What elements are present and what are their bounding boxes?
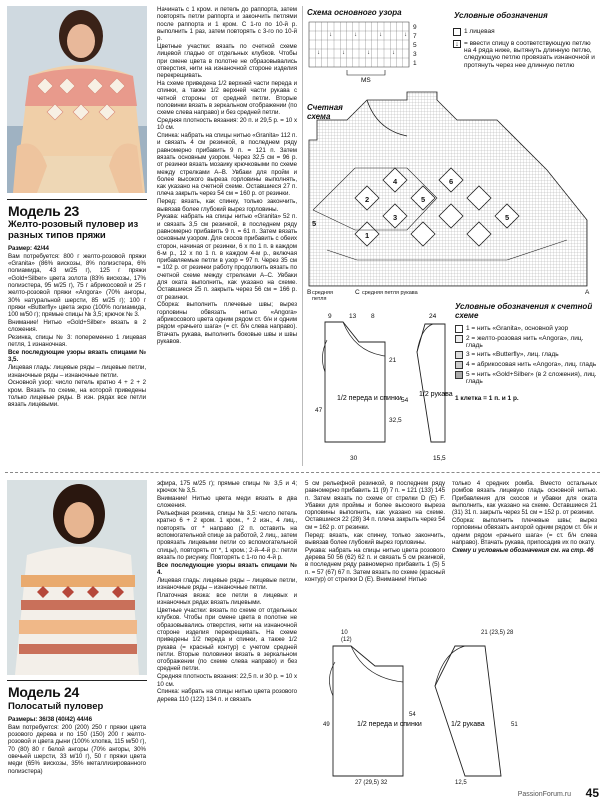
model23-subtitle: Желто-розовый пуловер из разных типов пряжи <box>8 219 139 241</box>
legend2-list: 1 = нить «Granita», основной узор 2 = желто-розовая нить «Angora», лиц. гладь 3 = нить «Butterfly», лиц. гладь 4 = абрикосовая нить «Angora», лиц. гладь 5 = нить «Gold+Silber» (в 2 сложения), лиц. гладь 1 клетка = 1 п. и 1 р. <box>455 325 597 402</box>
chart-num-3: 3 <box>393 213 398 222</box>
model24-text-col1 <box>8 716 146 775</box>
model24-text-col2: эфира, 175 м/25 г); прямые спицы № 3,5 и 4; крючок № 3,5. Внимание! Нитью цвета меди вязать в два сложения. Рельефная резинка, спицы № 3,5: число петель кратно 6 + 2 кром. 1 кром., * 2 изн., 4 лиц., повторять от * направо (2 п. оставить на вспомогательной спице за работой, 2 лиц., затем провязать лицевыми петли со вспомогательной спицы), повторять от *, 1 кром.; 2-й–4-й р.: петли вязать по рисунку. Повторять с 1-го по 4-й р. Все последующие узоры вязать спицами № 4. Лицевая гладь: лицевые ряды – лицевые петли, изнаночные ряды – изнаночные петли. Платочная вязка: все петли в лицевых и изнаночных рядах вязать лицевыми. Цветные участки: вязать по схеме от отдельных клубков. Чтобы при смене цвета в полотне не образовывались отверстия, нити на изнаночной стороне изделия перекрещивать. На схеме приведены 1/2 переда и спинки, а также 1/2 рукава (= красный контур) с учетом средней петли. Вторые половинки вязать в зеркальном отображении (по схеме слева направо) и без средней петли. Средняя плотность вязания: 22,5 п. и 30 р. = 10 х 10 см. Спинка: набрать на спицы нитью цвета розового дерева 110 (122) 134 п. и связать <box>157 480 297 703</box>
m23-rib: Резинка, спицы № 3: попеременно 1 лицевая петля, 1 изнаночная. <box>8 334 146 349</box>
svg-text:13: 13 <box>349 313 357 320</box>
middle-stitch-label: средняя петля <box>312 290 333 302</box>
svg-text:↓: ↓ <box>379 32 382 38</box>
pattern-title: Схема основного узора <box>307 8 402 17</box>
legend-title: Условные обозначения <box>454 11 548 20</box>
chart-num-1: 1 <box>365 231 370 240</box>
svg-text:51: 51 <box>511 722 518 728</box>
model24-subtitle: Полосатый пуловер <box>8 701 104 712</box>
m24-materials: Вам потребуется: 200 (200) 250 г пряжи цвета розового дерева и по 150 (150) 200 г желто-розовой и цвета дыни (100% хлопка, 115 м/50 г), 70 (80) 80 г белой ангоры (70% ангоры, 30% овечьей шерсти, 33 м/10 г), 50 г пряжи цвета меди (65% вискозы, 35% металлизированного полиэстера) <box>8 723 146 775</box>
svg-text:↓: ↓ <box>404 32 407 38</box>
m23-p5: Спинка: набрать на спицы нитью «Granita» 112 п. и связать 4 см резинкой, в последнем ряду равномерно прибавить 9 п. = 121 п. Затем вязать основным узором. Через 32,5 см = 96 р. от резинки вязать мозаику крючковыми по схеме между стрелками A–B. Увбаки для пройм и более высокого выреза горловины выполнять, как указано на счетной схеме. Оставшиеся 27 п. плеча закрыть через 54 см = 160 р. от резинки. <box>157 132 298 198</box>
m23-p1: Начинать с 1 кром. и петель до раппорта, затем повторять петли раппорта и закончить петлями после раппорта и 1 кром. С 1-го по 10-й р. выполнить 1 раз, затем повторять с 3-го по 10-й р. <box>157 6 297 43</box>
p23-front-label: 1/2 переда и спинки <box>337 395 402 402</box>
m23-attention: Внимание! Нитью «Gold+Silber» вязать в 2 сложения. <box>8 318 146 334</box>
model23-title: Модель 23 <box>8 203 79 219</box>
chart-title: Счетная схема <box>307 103 343 121</box>
svg-text:54: 54 <box>409 712 416 718</box>
m23-size: Размер: 42/44 <box>8 245 49 252</box>
pattern24-schematic <box>305 626 597 786</box>
arrow-b: B <box>307 289 312 296</box>
arrow-a: A <box>585 289 590 296</box>
legend-knit: 1 лицевая <box>464 28 495 35</box>
p24-sleeve-label: 1/2 рукава <box>451 721 485 728</box>
svg-text:(12): (12) <box>341 637 352 643</box>
pattern23-schematic <box>305 312 453 465</box>
svg-text:↓: ↓ <box>392 50 395 56</box>
svg-text:32,5: 32,5 <box>389 417 402 424</box>
chart-num-2: 2 <box>365 195 370 204</box>
row-label-3: 3 <box>413 51 417 58</box>
row-label-1: 1 <box>413 60 417 67</box>
svg-text:54: 54 <box>401 397 409 404</box>
row-label-5: 5 <box>413 42 417 49</box>
legend2-title: Условные обозначения к счетной схеме <box>455 302 593 320</box>
counting-chart <box>307 90 599 296</box>
row-label-9: 9 <box>413 24 417 31</box>
p23-sleeve-label: 1/2 рукава <box>419 391 453 398</box>
chart-num-6: 6 <box>449 177 454 186</box>
svg-text:↓: ↓ <box>354 32 357 38</box>
svg-text:↓: ↓ <box>342 50 345 56</box>
svg-text:↓: ↓ <box>329 32 332 38</box>
page-number: 45 <box>585 786 599 800</box>
pattern-grid <box>307 20 432 85</box>
svg-text:30: 30 <box>350 455 358 462</box>
m23-p6: Перед: вязать, как спинку, только закончить, вывязав более глубокий вырез горловины. <box>157 198 297 213</box>
arrow-c: C <box>355 289 360 296</box>
svg-text:21 (23,5) 28: 21 (23,5) 28 <box>481 630 514 636</box>
svg-text:8: 8 <box>371 313 375 320</box>
m23-p4: Средняя плотность вязания: 20 п. и 29,5 р. = 10 х 10 см. <box>157 116 297 132</box>
chart-num-5c: 5 <box>505 213 510 222</box>
chart-num-5b: 5 <box>421 195 426 204</box>
site-watermark: PassionForum.ru <box>517 791 571 798</box>
sleeve-middle-label: средняя петля рукава <box>362 290 418 296</box>
m23-main-pattern: Основной узор: число петель кратно 4 + 2 + 2 кром. Вязать по схеме, на которой приведены только лицевые ряды. В изн. рядах все петли вязать лицевыми. <box>8 379 146 409</box>
model24-text-col4: только 4 средних ромба. Вместо остальных ромбов вязать лицевую гладь основной нитью. Прибавления для скосов и убавки для оката выполнить, как указано на схеме. Оставшиеся 21 (31) 31 п. закрыть через 51 см = 152 р. от резинки. Сборка: выполнить плечевые швы; вырез горловины обвязать ангорой одним рядом ст. б/н и одним рядом «рачьего шага» (= ст. б/н слева направо). Втачать рукава, припосадив их по окату. Схему и условные обозначения см. на стр. 46 <box>452 480 597 554</box>
m24-size: Размеры: 36/38 (40/42) 44/46 <box>8 716 92 723</box>
p24-front-label: 1/2 переда и спинки <box>357 721 422 728</box>
row-label-7: 7 <box>413 33 417 40</box>
svg-text:21: 21 <box>389 357 397 364</box>
svg-text:10: 10 <box>341 630 348 636</box>
model23-text-col2 <box>157 6 297 346</box>
svg-text:15,5: 15,5 <box>433 455 446 462</box>
chart-num-5a: 5 <box>312 219 317 228</box>
repeat-label: MS <box>361 77 371 84</box>
svg-text:24: 24 <box>429 313 437 320</box>
svg-text:27 (29,5) 32: 27 (29,5) 32 <box>355 780 388 786</box>
m23-needles: Все последующие узоры вязать спицами № 3,5. <box>8 349 146 364</box>
legend-elongated: = ввести спицу в соответствующую петлю на 4 ряда ниже, вытянуть длинную петлю, следующую петлю провязать изнаночной и протянуть через нее длинную петлю <box>464 40 595 69</box>
m23-p7: Рукава: набрать на спицы нитью «Granita» 52 п. и связать 3,5 см резинкой, в последнем ряду равномерно прибавить 9 п. = 61 п. Затем вязать основным узором. Для скосов прибавить с обеих сторон, начиная от резинки, 6 х по 1 п. в каждом 6-м р., 12 х по 1 п. в каждом 4-м р., включая прибавляемые петли в узор = 97 п. Через 35 см = 102 р. от резинки работу продолжить вязать по счетной схеме между стрелками A–C. Увбаки для оката выполнить, как указано на схеме. Оставшиеся 25 п. закрыть через 56 см = 166 р. от резинки. <box>157 213 297 301</box>
m23-p3: На схеме приведена 1/2 верхней части переда и спинки, а также 1/2 верхней части рукава с четной стороны от средней петли. Вторые половинки вязать в зеркальном отображении (по схеме слева направо) и без средней петли. <box>157 79 297 117</box>
model23-photo <box>7 6 147 193</box>
svg-text:9: 9 <box>328 313 332 320</box>
model24-title: Модель 24 <box>8 684 79 700</box>
model23-text-col1 <box>8 245 146 409</box>
chart-num-4: 4 <box>393 177 398 186</box>
model24-photo <box>7 480 147 675</box>
svg-text:↓: ↓ <box>367 50 370 56</box>
svg-text:47: 47 <box>315 407 323 414</box>
m23-p8: Сборка: выполнить плечевые швы; вырез горловины обвязать нитью «Angora» абрикосового цвета одним рядом ст. б/н и одним рядом «рачьего шага» (= ст. б/н слева направо). Втачать рукава, выполнить боковые швы и швы рукавов. <box>157 301 297 345</box>
svg-text:12,5: 12,5 <box>455 780 467 786</box>
m23-p2: Цветные участки: вязать по счетной схеме лицевой гладью от отдельных клубков. Чтобы при смене цвета в полотне не образовывались отверстия, нити на изнаночной стороне изделия перекрещивать. <box>157 42 297 80</box>
svg-text:↓: ↓ <box>317 50 320 56</box>
model24-text-col3: 5 см рельефной резинкой, в последнем ряду равномерно прибавить 11 (9) 7 п. = 121 (133) 145 п. Затем вязать по схеме от стрелки D (E) F. Убавки для проймы и более высокого выреза горловины выполнить, как указано на схеме. Оставшиеся 22 (28) 34 п. плеча закрыть через 54 см = 162 р. от резинки. Перед: вязать, как спинку, только закончить, вывязав более глубокий вырез горловины. Рукава: набрать на спицы нитью цвета розового дерева 50 56 (62) 62 п. и связать 5 см резинкой, в последнем ряду равномерно прибавить 1 (5) 5 п. = 57 (67) 67 п. Затем вязать по схеме (красный контур) от стрелки D (E). Внимание! Нитью <box>305 480 445 583</box>
m23-stockinette: Лицевая гладь: лицевые ряды – лицевые петли, изнаночные ряды – изнаночные петли. <box>8 364 146 379</box>
m23-materials: Вам потребуется: 800 г желто-розовой пряжи «Granita» (86% вискозы, 8% полиэстера, 6% полиамида, 43 м/25 г), 125 г пряжи «Gold+Silber» цвета золота (83% вискозы, 17% полиэстера, 95 м/25 г), 75 г абрикосовой и 25 г желто-розовой пряжи «Angora» (70% ангоры, 30% натуральной шерсти, 85 м/25 г); 100 г пряжи «Butterfly» цвета экрю (100% полиамида, 100 м/50 г); прямые спицы № 3,5; крючок № 3. <box>8 252 146 319</box>
svg-text:49: 49 <box>323 722 330 728</box>
